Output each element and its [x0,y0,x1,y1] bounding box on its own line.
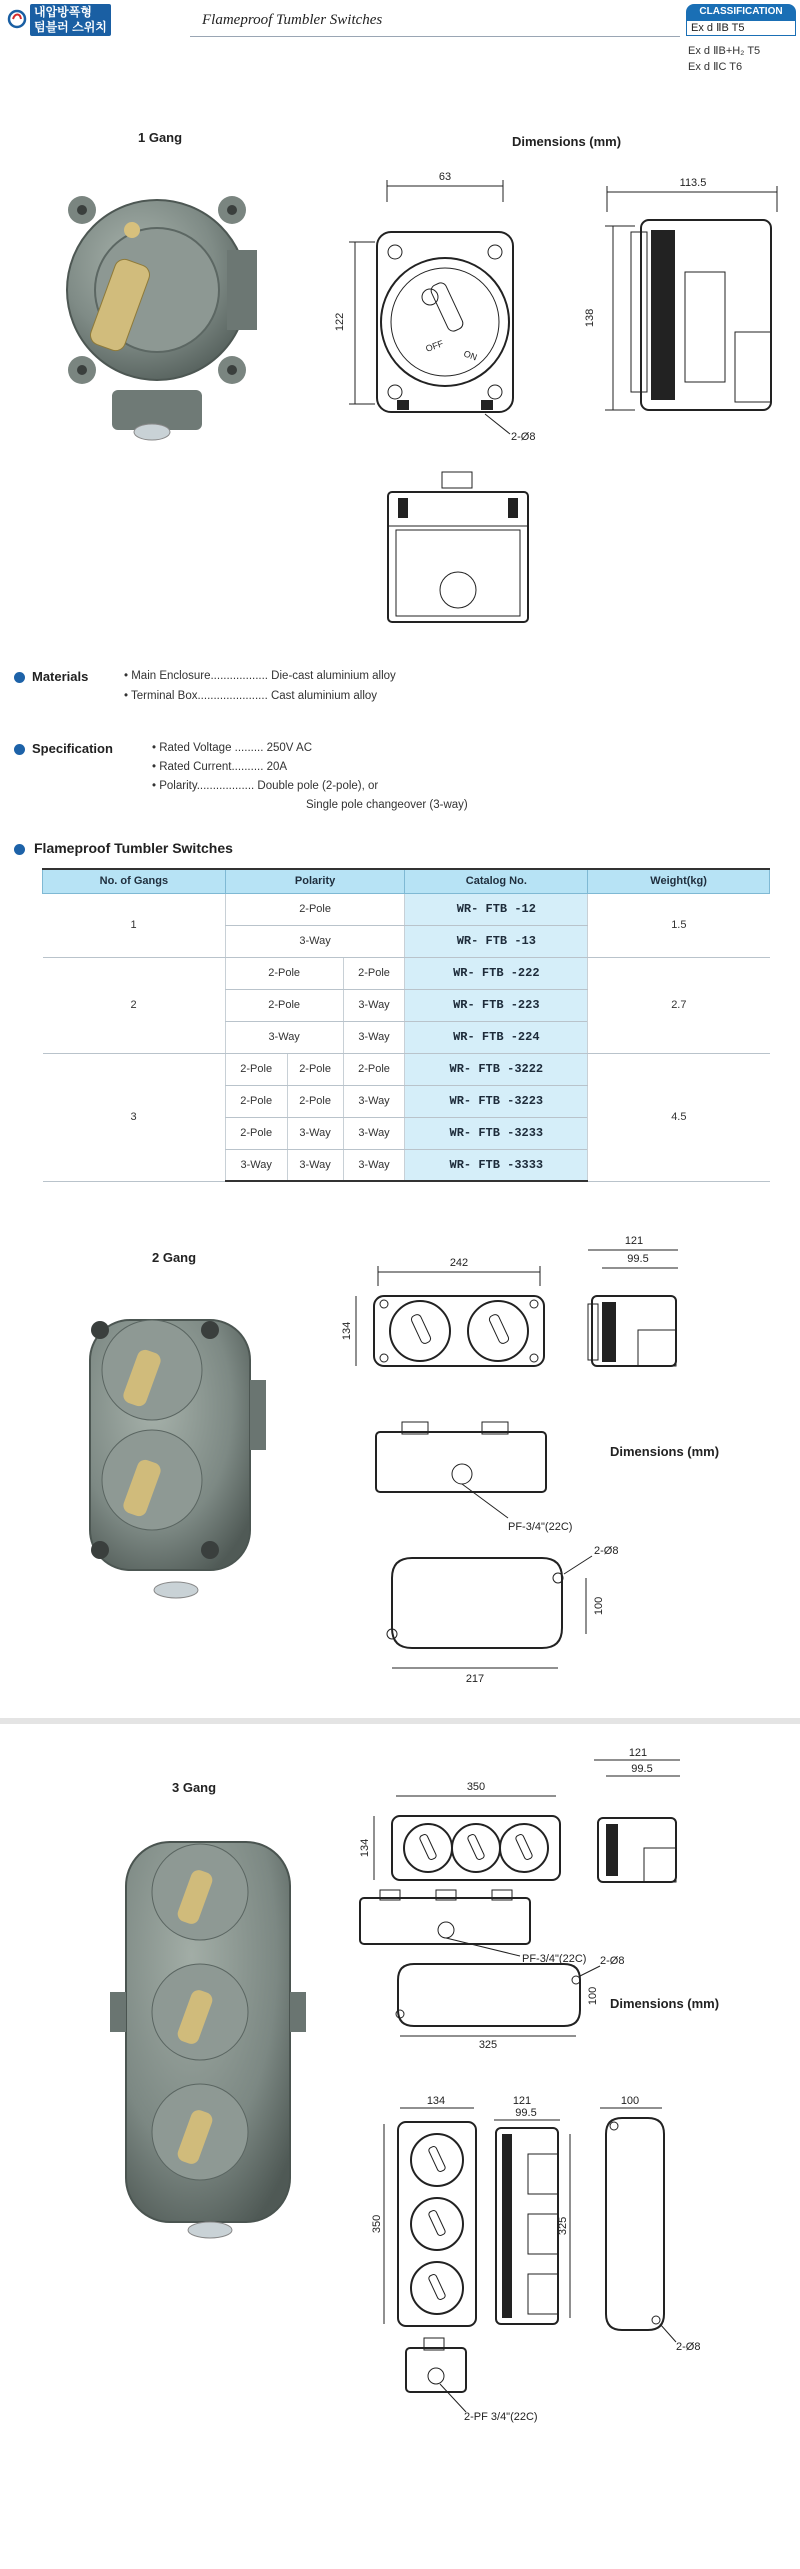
gang3-label: 3 Gang [172,1780,217,1795]
gang1-dimensions-title: Dimensions (mm) [512,134,622,149]
gang3-vertical-side-drawing [486,2094,576,2334]
catalog-cell: WR- FTB -223 [405,989,588,1021]
gang1-product-photo [52,170,272,450]
materials-bullet-icon [14,672,25,683]
korean-title-line1: 내압방폭형 [34,5,92,19]
gang2-dim-depth-outer: 121 [624,1235,644,1247]
gang3-dim-height: 134 [359,1838,371,1858]
gang2-dim-depth-inner: 99.5 [627,1253,649,1265]
gang1-dim-height: 122 [334,312,346,332]
gang2-bottom-drawing [366,1418,573,1538]
gang2-front-drawing [318,1256,558,1376]
polarity-cell: 2-Pole [225,957,343,989]
gang2-dimensions-title: Dimensions (mm) [610,1444,720,1459]
gang3-v-depth-outer: 121 [512,2095,532,2107]
gang3-dim-depth-outer: 121 [628,1747,648,1759]
catalog-cell: WR- FTB -12 [405,893,588,925]
polarity-cell: 2-Pole [225,893,405,925]
gang3-v-mount-h: 325 [557,2216,569,2236]
gang2-dim-mount-w: 217 [465,1673,485,1685]
gang3-mounting-drawing [384,1950,624,2050]
classification-label: CLASSIFICATION [686,4,796,20]
catalog-cell: WR- FTB -3233 [405,1117,588,1149]
gang1-dim-total-height: 138 [584,308,596,328]
gang3-dim-mount-w: 325 [478,2039,498,2051]
gang3-front-drawing [340,1780,580,1890]
polarity-cell: 2-Pole [343,957,405,989]
gang2-dim-width: 242 [449,1257,469,1269]
polarity-cell: 2-Pole [225,989,343,1021]
polarity-cell: 3-Way [287,1149,343,1181]
polarity-cell: 2-Pole [287,1053,343,1085]
gang3-vertical-mounting-drawing [592,2094,702,2354]
gang3-v-hole: 2-Ø8 [676,2341,701,2353]
gang2-dim-height: 134 [341,1321,353,1341]
gang1-side-drawing [565,172,785,412]
page-title: Flameproof Tumbler Switches [202,12,383,28]
off-label: OFF [424,338,445,354]
classification-box [686,4,796,36]
table-row [43,893,770,925]
header-weight: Weight(kg) [588,869,770,893]
spec-line-1: • Rated Voltage ......... 250V AC [152,742,313,754]
classification-value: Ex d ⅡB T5 [686,20,796,36]
classification-extra-2: Ex d ⅡC T6 [688,61,743,73]
gang1-dim-hole: 2-Ø8 [511,431,536,443]
polarity-cell: 3-Way [287,1117,343,1149]
gang2-dim-hole: 2-Ø8 [594,1545,619,1557]
gang-cell: 2 [43,957,226,1053]
gang3-v-depth-inner: 99.5 [515,2107,537,2119]
gang3-dim-hole: 2-Ø8 [600,1955,625,1967]
weight-cell: 1.5 [588,893,770,957]
gang3-dim-width: 350 [466,1781,486,1793]
gang3-v-conduit: 2-PF 3/4"(22C) [464,2411,538,2423]
polarity-cell: 3-Way [225,1021,343,1053]
materials-label: Materials [32,669,89,684]
brand-logo-icon [8,4,26,34]
table-row [43,1053,770,1085]
spec-line-4: Single pole changeover (3-way) [306,799,468,811]
polarity-cell: 3-Way [343,1085,405,1117]
gang2-mounting-drawing [372,1538,622,1688]
gang2-product-photo [70,1290,270,1600]
gang-cell: 3 [43,1053,226,1181]
table-header-row [43,869,770,893]
gang3-side-drawing [586,1742,686,1892]
catalog-cell: WR- FTB -3222 [405,1053,588,1085]
materials-line-1: • Main Enclosure.................. Die-cast aluminium alloy [124,670,396,682]
weight-cell: 2.7 [588,957,770,1053]
catalog-table [42,868,770,1182]
gang3-vertical-front-drawing [370,2094,490,2334]
classification-extra-1: Ex d ⅡB+H₂ T5 [688,45,761,57]
polarity-cell: 3-Way [343,1021,405,1053]
on-label: ON [462,348,479,363]
polarity-cell: 2-Pole [225,1085,287,1117]
catalog-cell: WR- FTB -222 [405,957,588,989]
gang-cell: 1 [43,893,226,957]
gang2-side-drawing [578,1230,688,1400]
polarity-cell: 3-Way [343,1149,405,1181]
gang3-dim-depth-inner: 99.5 [631,1763,653,1775]
catalog-cell: WR- FTB -3223 [405,1085,588,1117]
gang3-dimensions-title: Dimensions (mm) [610,1996,720,2011]
korean-title [30,4,111,36]
spec-bullet-icon [14,744,25,755]
gang3-dim-mount-h: 100 [587,1986,599,2006]
gang1-front-drawing [334,171,545,443]
gang2-dim-mount-h: 100 [593,1596,605,1616]
gang3-product-photo [110,1812,310,2252]
polarity-cell: 2-Pole [287,1085,343,1117]
gang3-v-depth-side: 100 [620,2095,640,2107]
polarity-cell: 2-Pole [343,1053,405,1085]
specification-label: Specification [32,741,113,756]
gang3-v-height: 350 [371,2214,383,2234]
polarity-cell: 3-Way [343,1117,405,1149]
header-divider [190,36,680,37]
table-title: Flameproof Tumbler Switches [34,840,233,856]
table-bullet-icon [14,844,25,855]
gang2-dim-conduit: PF-3/4"(22C) [508,1521,573,1533]
gang1-bottom-drawing [378,468,538,628]
polarity-cell: 3-Way [225,1149,287,1181]
materials-line-2: • Terminal Box...................... Cast aluminium alloy [124,690,378,702]
header-polarity: Polarity [225,869,405,893]
table-row [43,957,770,989]
polarity-cell: 2-Pole [225,1117,287,1149]
header-catalog: Catalog No. [405,869,588,893]
polarity-cell: 2-Pole [225,1053,287,1085]
gang3-dim-conduit: PF-3/4"(22C) [522,1953,587,1965]
section-divider [0,1718,800,1724]
gang2-label: 2 Gang [152,1250,197,1265]
gang3-v-width: 134 [426,2095,446,2107]
polarity-cell: 3-Way [343,989,405,1021]
weight-cell: 4.5 [588,1053,770,1181]
catalog-cell: WR- FTB -13 [405,925,588,957]
catalog-cell: WR- FTB -3333 [405,1149,588,1181]
gang1-dim-depth: 113.5 [679,177,707,189]
polarity-cell: 3-Way [225,925,405,957]
gang1-label: 1 Gang [138,130,183,145]
korean-title-line2: 텀블러 스위치 [34,20,107,34]
gang3-vertical-bottom-drawing [396,2336,536,2426]
gang1-dim-width: 63 [438,171,452,183]
catalog-cell: WR- FTB -224 [405,1021,588,1053]
spec-line-3: • Polarity.................. Double pole (2-pole), or [152,780,379,792]
spec-line-2: • Rated Current.......... 20A [152,761,288,773]
header-gangs: No. of Gangs [43,869,226,893]
